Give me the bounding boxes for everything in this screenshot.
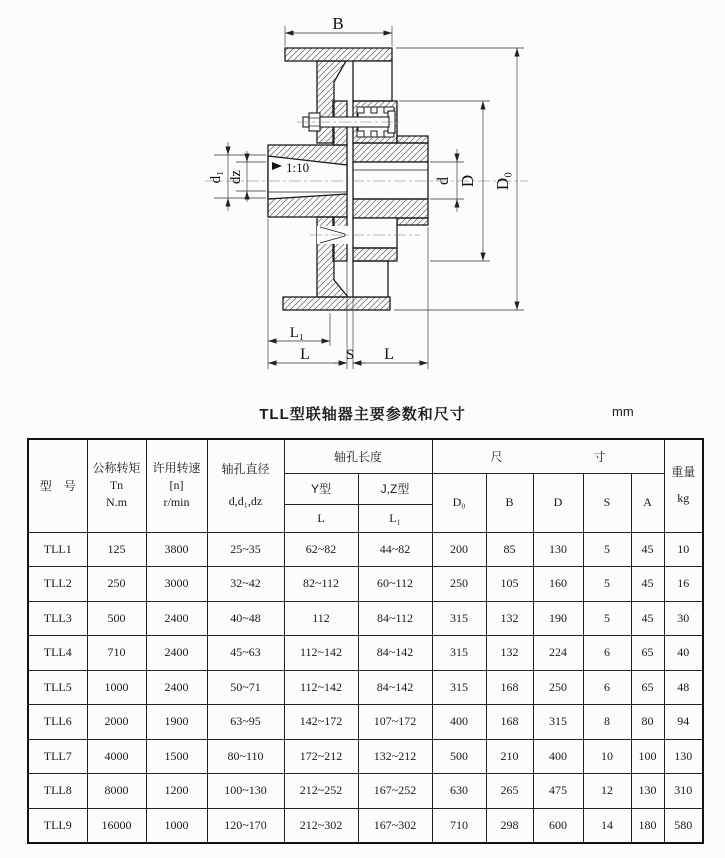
cell: 94 xyxy=(664,705,703,740)
dim-label-l1: L₁ xyxy=(289,325,305,341)
cell: 200 xyxy=(432,532,486,567)
cell: 2400 xyxy=(146,636,207,671)
cell: 82~112 xyxy=(284,567,358,602)
header-weight-cn: 重量 xyxy=(671,465,696,480)
cell: 80 xyxy=(631,705,664,740)
cell: 167~252 xyxy=(358,774,432,809)
cell: 250 xyxy=(87,567,146,602)
cell: 172~212 xyxy=(284,739,358,774)
cell: 5 xyxy=(583,601,631,636)
table-row xyxy=(28,636,703,671)
cell: 60~112 xyxy=(358,567,432,602)
header-speed-sym: [n] xyxy=(169,478,184,493)
header-row-1 xyxy=(28,439,703,473)
cell: 190 xyxy=(533,601,583,636)
cell: 580 xyxy=(664,808,703,843)
cell: 224 xyxy=(533,636,583,671)
cell: 500 xyxy=(87,601,146,636)
header-col-b: B xyxy=(486,473,533,532)
cell: TLL5 xyxy=(28,670,87,705)
cell: 85 xyxy=(486,532,533,567)
cell: 132 xyxy=(486,636,533,671)
cell: TLL7 xyxy=(28,739,87,774)
taper-label: 1:10 xyxy=(286,160,310,175)
cell: 80~110 xyxy=(207,739,284,774)
header-speed-unit: r/min xyxy=(163,495,190,510)
cell: 30 xyxy=(664,601,703,636)
cell: 250 xyxy=(432,567,486,602)
table-row xyxy=(28,601,703,636)
cell: 63~95 xyxy=(207,705,284,740)
cell: 5 xyxy=(583,532,631,567)
title-row xyxy=(0,403,725,427)
cell: 65 xyxy=(631,636,664,671)
header-speed xyxy=(146,439,207,532)
header-torque-cn: 公称转矩 xyxy=(92,460,141,475)
cell: TLL6 xyxy=(28,705,87,740)
header-torque-sym: Tn xyxy=(109,478,124,493)
cell: 630 xyxy=(432,774,486,809)
cell: 168 xyxy=(486,705,533,740)
cell: TLL2 xyxy=(28,567,87,602)
cell: 5 xyxy=(583,567,631,602)
cell: 84~142 xyxy=(358,636,432,671)
cell: 212~302 xyxy=(284,808,358,843)
header-size-left: 尺 xyxy=(490,449,503,464)
cell: 48 xyxy=(664,670,703,705)
cell: 4000 xyxy=(87,739,146,774)
cell: 10 xyxy=(583,739,631,774)
cell: 120~170 xyxy=(207,808,284,843)
cell: 298 xyxy=(486,808,533,843)
header-col-d: D xyxy=(533,473,583,532)
cell: 14 xyxy=(583,808,631,843)
header-torque-unit: N.m xyxy=(106,495,127,510)
header-jz-type: J,Z型 xyxy=(358,473,432,504)
cell: 112~142 xyxy=(284,636,358,671)
cell: 107~172 xyxy=(358,705,432,740)
cell: 8 xyxy=(583,705,631,740)
table-row xyxy=(28,532,703,567)
unit-label: mm xyxy=(612,404,634,419)
cell: 50~71 xyxy=(207,670,284,705)
cell: 16 xyxy=(664,567,703,602)
dim-label-b: B xyxy=(332,14,344,33)
cell: 40~48 xyxy=(207,601,284,636)
cell: 45 xyxy=(631,567,664,602)
cell: 710 xyxy=(87,636,146,671)
cell: 142~172 xyxy=(284,705,358,740)
table-row xyxy=(28,705,703,740)
cell: 25~35 xyxy=(207,532,284,567)
cell: TLL3 xyxy=(28,601,87,636)
cell: TLL9 xyxy=(28,808,87,843)
cell: 3800 xyxy=(146,532,207,567)
header-speed-cn: 许用转速 xyxy=(152,460,201,475)
cell: 210 xyxy=(486,739,533,774)
cell: 600 xyxy=(533,808,583,843)
dim-label-d1: d₁ xyxy=(208,170,224,184)
header-col-d0: D₀ xyxy=(432,473,486,532)
table-row xyxy=(28,808,703,843)
cell: 500 xyxy=(432,739,486,774)
dim-label-s: S xyxy=(345,347,355,363)
cell: 130 xyxy=(533,532,583,567)
header-bore-sym: d,d₁,dz xyxy=(228,493,263,508)
cell: 2400 xyxy=(146,601,207,636)
cell: 315 xyxy=(533,705,583,740)
cell: 167~302 xyxy=(358,808,432,843)
cell: 45 xyxy=(631,601,664,636)
page-title: TLL型联轴器主要参数和尺寸 xyxy=(259,406,466,423)
table-row xyxy=(28,567,703,602)
cell: 3000 xyxy=(146,567,207,602)
cell: 1900 xyxy=(146,705,207,740)
table-row xyxy=(28,670,703,705)
header-col-s: S xyxy=(583,473,631,532)
header-weight-unit: kg xyxy=(677,491,690,506)
cell: 310 xyxy=(664,774,703,809)
cell: 125 xyxy=(87,532,146,567)
cell: 6 xyxy=(583,636,631,671)
cell: 12 xyxy=(583,774,631,809)
cell: 160 xyxy=(533,567,583,602)
cell: 130 xyxy=(631,774,664,809)
cell: 100 xyxy=(631,739,664,774)
header-torque xyxy=(87,439,146,532)
table-row xyxy=(28,774,703,809)
dim-label-l-right: L xyxy=(384,346,394,363)
cell: 315 xyxy=(432,636,486,671)
cell: 1200 xyxy=(146,774,207,809)
header-col-l: L xyxy=(284,504,358,532)
cell: 400 xyxy=(432,705,486,740)
cell: 1000 xyxy=(146,808,207,843)
cell: 132 xyxy=(486,601,533,636)
cell: 112 xyxy=(284,601,358,636)
cell: 250 xyxy=(533,670,583,705)
cell: 44~82 xyxy=(358,532,432,567)
cell: TLL8 xyxy=(28,774,87,809)
cell: 132~212 xyxy=(358,739,432,774)
cell: 315 xyxy=(432,670,486,705)
cell: 168 xyxy=(486,670,533,705)
dim-label-l-left: L xyxy=(300,346,310,363)
cell: 112~142 xyxy=(284,670,358,705)
cell: 1500 xyxy=(146,739,207,774)
cell: 62~82 xyxy=(284,532,358,567)
cell: 45 xyxy=(631,532,664,567)
header-size xyxy=(432,439,664,473)
cell: 212~252 xyxy=(284,774,358,809)
parameters-table xyxy=(27,438,704,844)
cell: 180 xyxy=(631,808,664,843)
cell: 84~142 xyxy=(358,670,432,705)
cell: 40 xyxy=(664,636,703,671)
cell: 400 xyxy=(533,739,583,774)
coupling-section-drawing xyxy=(0,0,725,400)
dim-label-dz: dz xyxy=(228,169,244,185)
header-weight xyxy=(664,439,703,532)
cell: 6 xyxy=(583,670,631,705)
cell: 130 xyxy=(664,739,703,774)
header-bore-length: 轴孔长度 xyxy=(284,439,432,473)
header-bore-cn: 轴孔直径 xyxy=(221,462,270,477)
header-col-a: A xyxy=(631,473,664,532)
header-col-l1: L₁ xyxy=(358,504,432,532)
cell: 265 xyxy=(486,774,533,809)
cell: 45~63 xyxy=(207,636,284,671)
cell: 84~112 xyxy=(358,601,432,636)
cell: 32~42 xyxy=(207,567,284,602)
cell: TLL4 xyxy=(28,636,87,671)
cell: TLL1 xyxy=(28,532,87,567)
cell: 710 xyxy=(432,808,486,843)
cell: 2000 xyxy=(87,705,146,740)
table-row xyxy=(28,739,703,774)
header-y-type: Y型 xyxy=(284,473,358,504)
cell: 315 xyxy=(432,601,486,636)
header-bore-dia xyxy=(207,439,284,532)
cell: 10 xyxy=(664,532,703,567)
cell: 2400 xyxy=(146,670,207,705)
cell: 1000 xyxy=(87,670,146,705)
cell: 100~130 xyxy=(207,774,284,809)
cell: 105 xyxy=(486,567,533,602)
cell: 8000 xyxy=(87,774,146,809)
header-size-right: 寸 xyxy=(593,449,606,464)
header-model: 型 号 xyxy=(28,439,87,532)
dim-label-d0: D₀ xyxy=(493,171,512,191)
dim-label-dd: D xyxy=(458,174,477,188)
cell: 475 xyxy=(533,774,583,809)
dim-label-d: d xyxy=(435,177,452,185)
cell: 16000 xyxy=(87,808,146,843)
cell: 65 xyxy=(631,670,664,705)
